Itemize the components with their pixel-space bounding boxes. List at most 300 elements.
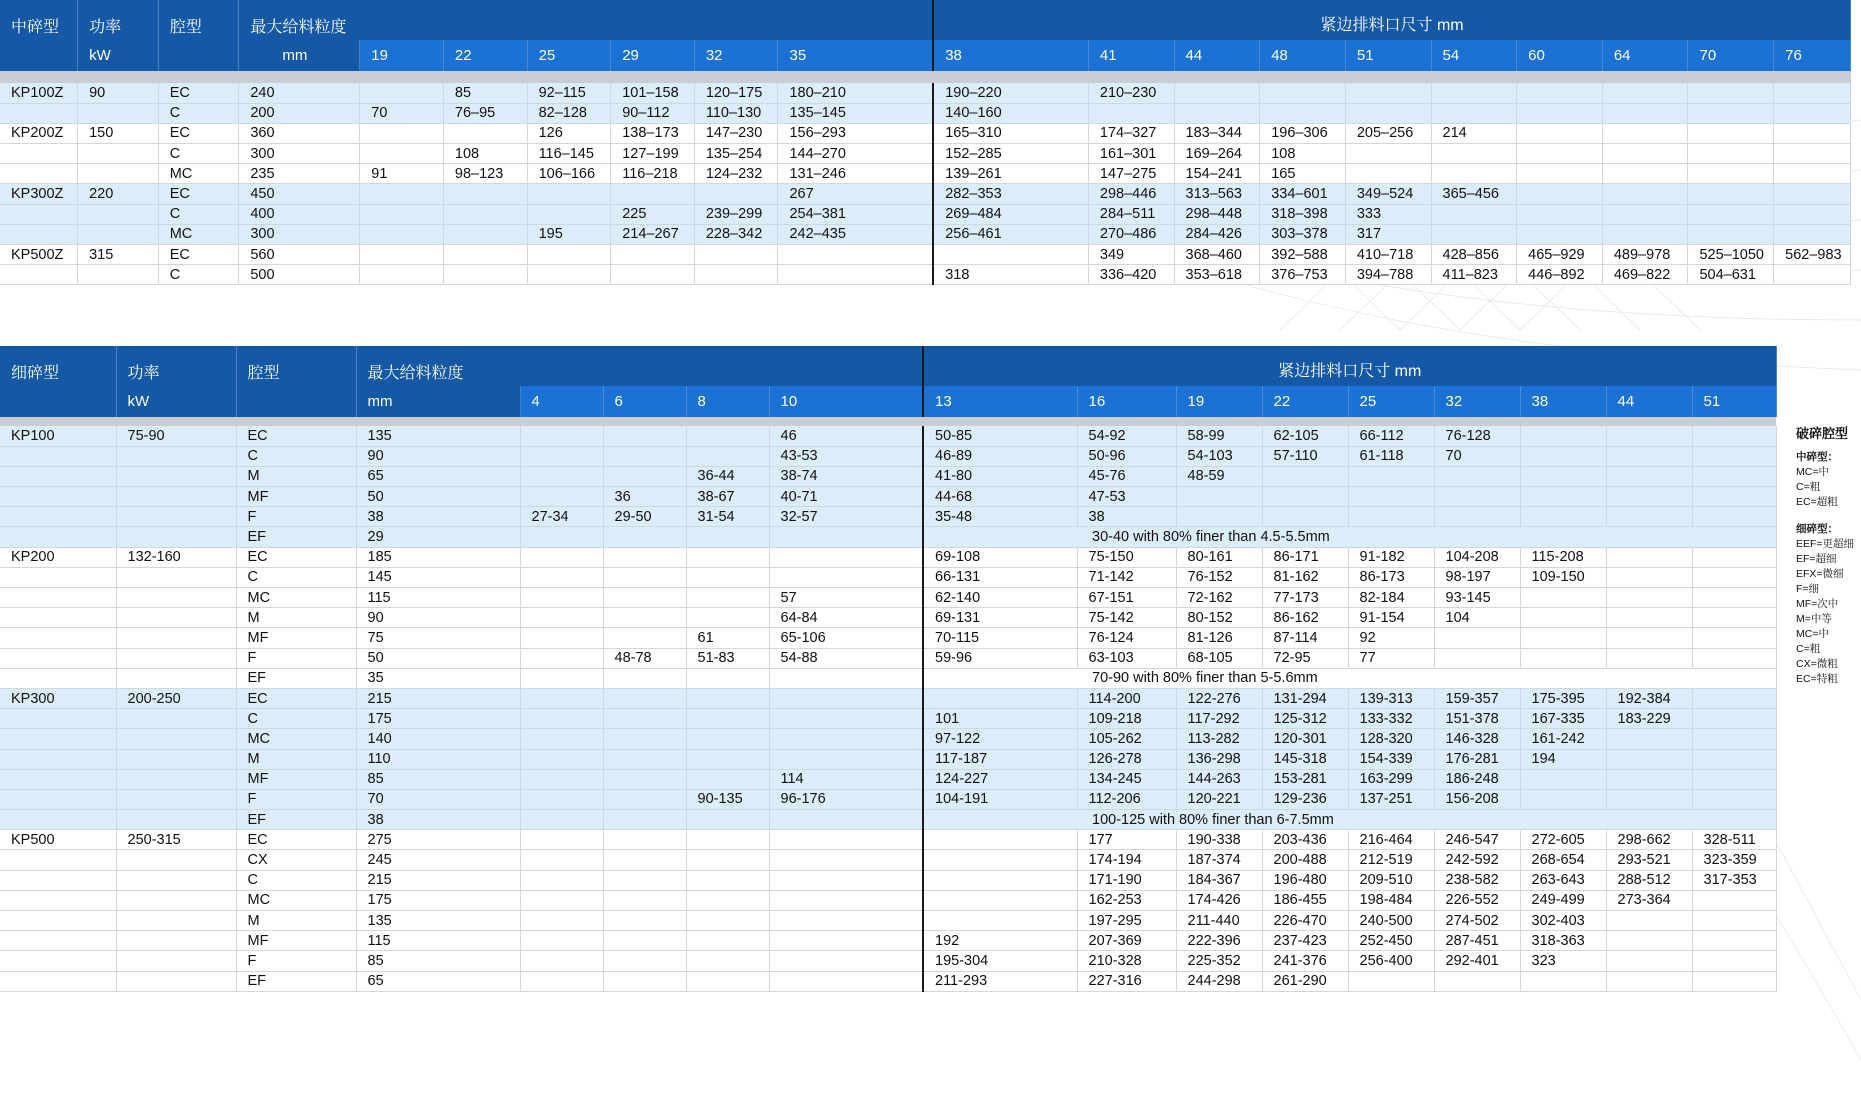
table-cell: 249-499 — [1520, 890, 1606, 910]
table-cell — [0, 709, 116, 729]
size-header-19: 19 — [1176, 386, 1262, 417]
table-cell — [520, 487, 603, 507]
table-cell — [520, 648, 603, 668]
table-cell: 91 — [360, 164, 444, 184]
size-header-54: 54 — [1431, 40, 1517, 71]
table-row — [0, 446, 1776, 466]
header-discharge-title: 紧边排料口尺寸 mm — [923, 346, 1776, 386]
table-cell: 90-135 — [686, 789, 769, 809]
table-cell — [1434, 487, 1520, 507]
table-cell: 128-320 — [1348, 729, 1434, 749]
table-cell: 151-378 — [1434, 709, 1520, 729]
table-cell: 198-484 — [1348, 890, 1434, 910]
table-cell: 116–218 — [611, 164, 695, 184]
table-cell: 115 — [356, 588, 520, 608]
table-cell: 48-59 — [1176, 466, 1262, 486]
table-cell: 132-160 — [116, 547, 236, 567]
table-cell — [360, 83, 444, 103]
table-cell — [520, 890, 603, 910]
table-cell: 318-363 — [1520, 931, 1606, 951]
table-cell — [1602, 164, 1688, 184]
table-cell — [0, 789, 116, 809]
table-cell — [769, 911, 923, 931]
table-cell — [360, 144, 444, 164]
table-cell: 194 — [1520, 749, 1606, 769]
table-cell: MF — [236, 487, 356, 507]
table-cell — [520, 951, 603, 971]
table-cell — [769, 709, 923, 729]
header-feed-unit: mm — [356, 386, 520, 417]
table-cell: 108 — [443, 144, 527, 164]
legend-item: M=中等 — [1796, 613, 1832, 625]
table-cell — [1606, 588, 1692, 608]
table-cell — [116, 749, 236, 769]
table-cell — [1431, 204, 1517, 224]
table-cell — [769, 931, 923, 951]
table-cell: 131–246 — [778, 164, 933, 184]
table-cell: F — [236, 951, 356, 971]
table-cell — [0, 931, 116, 951]
table-cell: 205–256 — [1345, 123, 1431, 143]
table-cell — [1517, 204, 1603, 224]
table-cell — [1431, 83, 1517, 103]
table-cell: 76–95 — [443, 103, 527, 123]
table-cell — [1692, 507, 1776, 527]
table-cell — [686, 547, 769, 567]
table-row — [0, 588, 1776, 608]
table-cell — [0, 668, 116, 688]
table-cell: 250-315 — [116, 830, 236, 850]
table-cell: 263-643 — [1520, 870, 1606, 890]
table-cell — [603, 668, 686, 688]
table-cell — [116, 668, 236, 688]
table-cell: 110 — [356, 749, 520, 769]
size-header-38: 38 — [1520, 386, 1606, 417]
table-cell — [520, 971, 603, 991]
legend-item: CX=微粗 — [1796, 658, 1838, 670]
table-cell: 169–264 — [1174, 144, 1260, 164]
table-cell: 360 — [239, 123, 360, 143]
table-row — [0, 204, 1851, 224]
table-cell — [1174, 103, 1260, 123]
table-cell: 210–230 — [1088, 83, 1174, 103]
table-cell: 465–929 — [1517, 245, 1603, 265]
table-cell — [1692, 789, 1776, 809]
table-cell: EC — [158, 123, 239, 143]
table-cell: 200-250 — [116, 688, 236, 708]
table-cell — [1692, 749, 1776, 769]
table-cell: 50 — [356, 648, 520, 668]
table-cell — [1348, 487, 1434, 507]
table-cell: 82-184 — [1348, 588, 1434, 608]
table-cell — [1606, 426, 1692, 446]
table-cell: 215 — [356, 870, 520, 890]
table-cell — [1692, 769, 1776, 789]
table-cell — [1688, 144, 1774, 164]
table-cell: 203-436 — [1262, 830, 1348, 850]
table-cell: 92–115 — [527, 83, 611, 103]
size-header-19: 19 — [360, 40, 444, 71]
table-cell: 273-364 — [1606, 890, 1692, 910]
table-cell: 62-140 — [923, 588, 1077, 608]
table-cell — [933, 245, 1088, 265]
table-cell: 117-187 — [923, 749, 1077, 769]
table-cell — [116, 971, 236, 991]
table-cell — [1431, 164, 1517, 184]
table-cell — [923, 890, 1077, 910]
table-cell: 139–261 — [933, 164, 1088, 184]
table-cell — [1602, 103, 1688, 123]
table-cell: 31-54 — [686, 507, 769, 527]
table-cell: 284–426 — [1174, 224, 1260, 244]
table-cell: 29-50 — [603, 507, 686, 527]
table-row — [0, 144, 1851, 164]
table-cell: 109-150 — [1520, 567, 1606, 587]
legend-item: C=粗 — [1796, 643, 1821, 655]
table-cell: 54-88 — [769, 648, 923, 668]
table-cell: 225 — [611, 204, 695, 224]
table-row — [0, 971, 1776, 991]
table-cell: 70-115 — [923, 628, 1077, 648]
table-cell: 51-83 — [686, 648, 769, 668]
table-cell — [686, 931, 769, 951]
table-cell — [603, 527, 686, 547]
table-cell: 101–158 — [611, 83, 695, 103]
table-cell — [1692, 608, 1776, 628]
table-cell — [116, 709, 236, 729]
table-cell — [1692, 911, 1776, 931]
table-cell — [116, 931, 236, 951]
table-cell: 54-103 — [1176, 446, 1262, 466]
table-cell: 82–128 — [527, 103, 611, 123]
table-cell — [686, 608, 769, 628]
table-cell: 112-206 — [1077, 789, 1176, 809]
table-cell — [694, 245, 778, 265]
table-cell: 135 — [356, 426, 520, 446]
table-cell: 400 — [239, 204, 360, 224]
table-cell: 86-173 — [1348, 567, 1434, 587]
table-cell: 85 — [356, 951, 520, 971]
mid-crusher-table — [0, 0, 1851, 285]
table-cell — [0, 850, 116, 870]
table-cell: 101 — [923, 709, 1077, 729]
table-cell: 226-470 — [1262, 911, 1348, 931]
table-cell — [520, 527, 603, 547]
table-cell: EC — [158, 184, 239, 204]
table-cell — [603, 628, 686, 648]
table-cell: 215 — [356, 688, 520, 708]
table-cell: 126-278 — [1077, 749, 1176, 769]
table-cell: 131-294 — [1262, 688, 1348, 708]
table-cell — [0, 446, 116, 466]
table-cell: 214–267 — [611, 224, 695, 244]
table-cell: EC — [236, 547, 356, 567]
table-cell: 315 — [78, 245, 159, 265]
table-cell — [769, 668, 923, 688]
table-cell — [769, 749, 923, 769]
table-cell: 256–461 — [933, 224, 1088, 244]
size-header-38: 38 — [933, 40, 1088, 71]
table-cell: 86-162 — [1262, 608, 1348, 628]
table-cell: 227-316 — [1077, 971, 1176, 991]
table-cell: 109-218 — [1077, 709, 1176, 729]
table-cell: 186-248 — [1434, 769, 1520, 789]
table-cell: 428–856 — [1431, 245, 1517, 265]
legend-item: MC=中 — [1796, 628, 1829, 640]
table-cell: 47-53 — [1077, 487, 1176, 507]
table-cell: 525–1050 — [1688, 245, 1774, 265]
table-cell — [1174, 83, 1260, 103]
table-cell — [78, 103, 159, 123]
table-cell: 192 — [923, 931, 1077, 951]
table-cell — [0, 224, 78, 244]
table-cell: EF — [236, 527, 356, 547]
table-cell: 35 — [356, 668, 520, 688]
table-cell — [1692, 466, 1776, 486]
table-cell: C — [158, 144, 239, 164]
table-cell — [778, 245, 933, 265]
table-cell: KP300 — [0, 688, 116, 708]
table-row — [0, 769, 1776, 789]
table-cell: 38 — [1077, 507, 1176, 527]
legend-mid-title: 中碎型： — [1796, 451, 1838, 463]
table-cell: 303–378 — [1260, 224, 1346, 244]
table-cell — [603, 911, 686, 931]
table-cell — [1602, 224, 1688, 244]
table-cell: 57-110 — [1262, 446, 1348, 466]
table-cell — [1088, 103, 1174, 123]
table-cell: 241-376 — [1262, 951, 1348, 971]
table-cell — [603, 870, 686, 890]
table-cell: F — [236, 507, 356, 527]
table-cell — [1606, 971, 1692, 991]
table-cell — [0, 729, 116, 749]
table-cell: 300 — [239, 224, 360, 244]
header-max-feed: 最大给料粒度 — [356, 346, 520, 386]
header-separator — [0, 71, 1851, 83]
table-cell — [778, 265, 933, 285]
table-cell — [520, 810, 603, 830]
table-row — [0, 668, 1776, 688]
table-cell: 135–254 — [694, 144, 778, 164]
table-cell: 66-131 — [923, 567, 1077, 587]
table-cell — [0, 103, 78, 123]
table-cell — [520, 466, 603, 486]
table-cell — [1517, 123, 1603, 143]
table-cell — [1692, 487, 1776, 507]
table-cell: CX — [236, 850, 356, 870]
table-cell — [0, 628, 116, 648]
size-header-44: 44 — [1174, 40, 1260, 71]
header-power-unit: kW — [78, 40, 159, 71]
table-cell — [611, 184, 695, 204]
table-cell: 69-108 — [923, 547, 1077, 567]
table-cell — [78, 164, 159, 184]
table-cell: 106–166 — [527, 164, 611, 184]
table-cell: 175 — [356, 709, 520, 729]
table-cell: 242-592 — [1434, 850, 1520, 870]
table-cell — [0, 164, 78, 184]
table-cell — [686, 709, 769, 729]
table-cell — [1606, 769, 1692, 789]
table-cell: 209-510 — [1348, 870, 1434, 890]
table-cell: 140–160 — [933, 103, 1088, 123]
table-cell: 81-162 — [1262, 567, 1348, 587]
table-cell: MC — [236, 729, 356, 749]
table-cell: 200-488 — [1262, 850, 1348, 870]
table-cell — [0, 466, 116, 486]
table-cell — [1692, 648, 1776, 668]
table-cell: 96-176 — [769, 789, 923, 809]
table-cell — [611, 265, 695, 285]
table-cell — [360, 123, 444, 143]
table-cell: 238-582 — [1434, 870, 1520, 890]
table-cell — [116, 507, 236, 527]
table-cell: 469–822 — [1602, 265, 1688, 285]
table-cell: 104-208 — [1434, 547, 1520, 567]
table-cell — [116, 487, 236, 507]
table-cell: 293-521 — [1606, 850, 1692, 870]
table-cell: 124-227 — [923, 769, 1077, 789]
table-cell — [1520, 466, 1606, 486]
table-cell: 287-451 — [1434, 931, 1520, 951]
table-cell — [360, 265, 444, 285]
table-cell — [686, 527, 769, 547]
table-row — [0, 749, 1776, 769]
size-header-6: 6 — [603, 386, 686, 417]
table-cell — [1176, 487, 1262, 507]
table-cell — [686, 951, 769, 971]
table-cell: 62-105 — [1262, 426, 1348, 446]
table-cell — [520, 608, 603, 628]
table-cell — [1606, 547, 1692, 567]
table-cell — [611, 245, 695, 265]
table-cell — [116, 951, 236, 971]
table-cell — [527, 265, 611, 285]
table-cell: 334–601 — [1260, 184, 1346, 204]
table-row — [0, 426, 1776, 446]
size-header-13: 13 — [923, 386, 1077, 417]
table-cell — [1520, 507, 1606, 527]
table-cell: 69-131 — [923, 608, 1077, 628]
table-cell — [694, 184, 778, 204]
table-cell: 288-512 — [1606, 870, 1692, 890]
table-cell: 114-200 — [1077, 688, 1176, 708]
table-cell — [1520, 487, 1606, 507]
table-cell — [527, 184, 611, 204]
table-cell — [686, 588, 769, 608]
table-cell — [769, 729, 923, 749]
table-cell — [1688, 164, 1774, 184]
table-cell: 116–145 — [527, 144, 611, 164]
table-cell — [1431, 224, 1517, 244]
table-cell: 117-292 — [1176, 709, 1262, 729]
table-cell — [1517, 144, 1603, 164]
size-header-25: 25 — [1348, 386, 1434, 417]
table-cell — [769, 688, 923, 708]
table-cell: 349–524 — [1345, 184, 1431, 204]
table-cell: 133-332 — [1348, 709, 1434, 729]
table-cell — [116, 789, 236, 809]
table-row — [0, 265, 1851, 285]
legend-item: EFX=微细 — [1796, 568, 1844, 580]
table-cell: 75-142 — [1077, 608, 1176, 628]
table-cell — [116, 466, 236, 486]
table-cell: MC — [158, 164, 239, 184]
header-max-feed: 最大给料粒度 — [239, 0, 360, 40]
table-cell: 87-114 — [1262, 628, 1348, 648]
table-cell — [0, 749, 116, 769]
table-cell — [1774, 103, 1851, 123]
table-cell: 72-162 — [1176, 588, 1262, 608]
table-cell — [686, 426, 769, 446]
table-cell: 174-426 — [1176, 890, 1262, 910]
size-header-29: 29 — [611, 40, 695, 71]
table-cell: 126 — [527, 123, 611, 143]
table-cell: 411–823 — [1431, 265, 1517, 285]
table-cell — [1688, 83, 1774, 103]
table-cell — [116, 850, 236, 870]
size-header-22: 22 — [443, 40, 527, 71]
table-cell: 46 — [769, 426, 923, 446]
table-cell: 197-295 — [1077, 911, 1176, 931]
header-cavity: 腔型 — [158, 0, 239, 71]
table-cell — [116, 567, 236, 587]
table-cell — [360, 224, 444, 244]
table-cell — [1520, 446, 1606, 466]
table-cell — [686, 890, 769, 910]
table-cell — [769, 810, 923, 830]
table-cell: 76-152 — [1176, 567, 1262, 587]
table-cell — [923, 850, 1077, 870]
table-row — [0, 830, 1776, 850]
table-cell — [1345, 83, 1431, 103]
table-cell: 90–112 — [611, 103, 695, 123]
table-cell — [1520, 426, 1606, 446]
table-cell: 70 — [1434, 446, 1520, 466]
table-cell — [603, 951, 686, 971]
table-cell: 272-605 — [1520, 830, 1606, 850]
table-cell — [603, 769, 686, 789]
table-cell: 162-253 — [1077, 890, 1176, 910]
table-cell — [1692, 951, 1776, 971]
table-cell — [1606, 628, 1692, 648]
table-cell: EC — [158, 245, 239, 265]
header-cavity: 腔型 — [236, 346, 356, 417]
table-cell — [1774, 123, 1851, 143]
table-cell: MF — [236, 628, 356, 648]
table-row — [0, 567, 1776, 587]
table-cell: 40-71 — [769, 487, 923, 507]
table-cell — [520, 709, 603, 729]
table-cell — [1606, 911, 1692, 931]
legend-fine-title: 细碎型： — [1796, 523, 1838, 535]
table-cell: 185 — [356, 547, 520, 567]
table-cell — [1345, 103, 1431, 123]
table-cell: 139-313 — [1348, 688, 1434, 708]
table-cell: 318–398 — [1260, 204, 1346, 224]
table-cell: 80-161 — [1176, 547, 1262, 567]
table-cell — [520, 931, 603, 951]
table-cell: EC — [236, 830, 356, 850]
table-row — [0, 648, 1776, 668]
table-cell: MC — [236, 890, 356, 910]
table-cell — [603, 789, 686, 809]
table-cell: 195 — [527, 224, 611, 244]
table-cell — [0, 870, 116, 890]
table-cell: 38-67 — [686, 487, 769, 507]
table-cell: 376–753 — [1260, 265, 1346, 285]
